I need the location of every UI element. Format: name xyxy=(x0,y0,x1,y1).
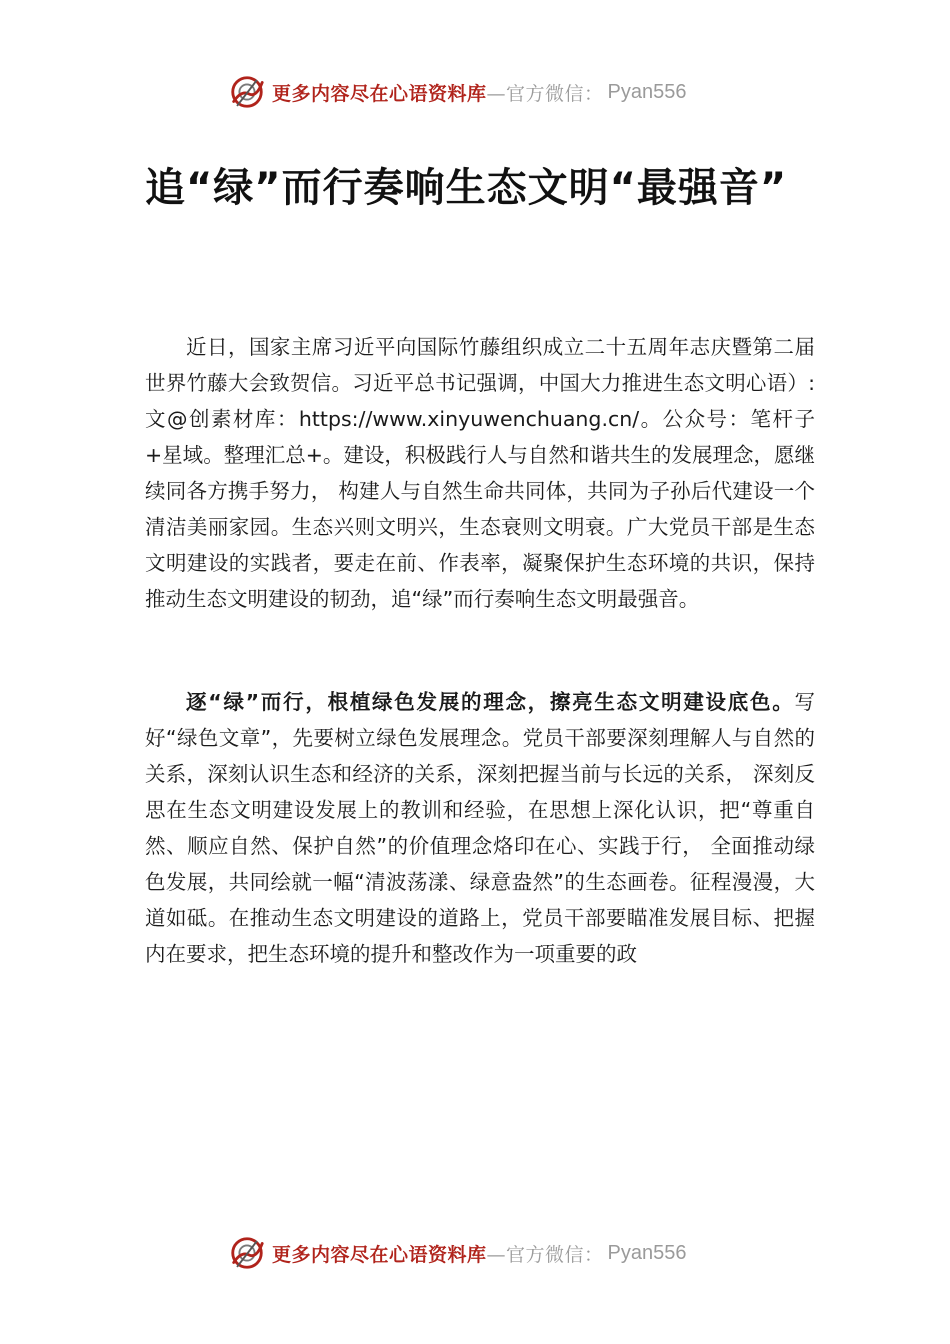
banner-label: —官方微信： xyxy=(486,82,604,105)
paragraph-lead-sentence: 逐“绿”而行，根植绿色发展的理念，擦亮生态文明建设底色。 xyxy=(186,690,795,714)
banner-label: —官方微信： xyxy=(486,1243,604,1266)
article-paragraph-1: 近日，国家主席习近平向国际竹藤组织成立二十五周年志庆暨第二届世界竹藤大会致贺信。习近平总书记强调，中国大力推进生态文明心语）:文@创素材库：https://www.xinyuwenchuang.cn/。公众号：笔杆子+星域。整理汇总+。建设，积极践行人与自然和谐共生的发展理念，愿继续同各方携手努力， 构建人与自然生命共同体，共同为子孙后代建设一个清洁美丽家园。生态兴则文明兴，生态衰则文明衰。广大党员干部是生态文明建设的实践者，要走在前、作表率，凝聚保护生态环境的共识，保持推动生态文明建设的韧劲，追“绿”而行奏响生态文明最强音。 xyxy=(145,335,815,611)
banner-wechat-id: Pyan556 xyxy=(607,80,687,103)
article-paragraph-2 xyxy=(145,684,815,972)
banner-wechat-id: Pyan556 xyxy=(607,1241,687,1264)
banner-slogan: 更多内容尽在心语资料库 xyxy=(272,1243,487,1266)
article-title: 追“绿”而行奏响生态文明“最强音” xyxy=(145,165,788,211)
header-banner xyxy=(228,72,687,112)
footer-banner xyxy=(228,1233,687,1273)
brand-logo-icon xyxy=(228,73,266,111)
brand-logo-icon xyxy=(228,1234,266,1272)
paragraph-body: 写好“绿色文章”，先要树立绿色发展理念。党员干部要深刻理解人与自然的关系，深刻认识生态和经济的关系，深刻把握当前与长远的关系， 深刻反思在生态文明建设发展上的教训和经验，在思想上深化认识，把“尊重自然、顺应自然、保护自然”的价值理念烙印在心、实践于行， 全面推动绿色发展，共同绘就一幅“清波荡漾、绿意盎然”的生态画卷。征程漫漫，大道如砥。在推动生态文明建设的道路上，党员干部要瞄准发展目标、把握内在要求，把生态环境的提升和整改作为一项重要的政 xyxy=(145,690,815,966)
banner-slogan: 更多内容尽在心语资料库 xyxy=(272,82,487,105)
